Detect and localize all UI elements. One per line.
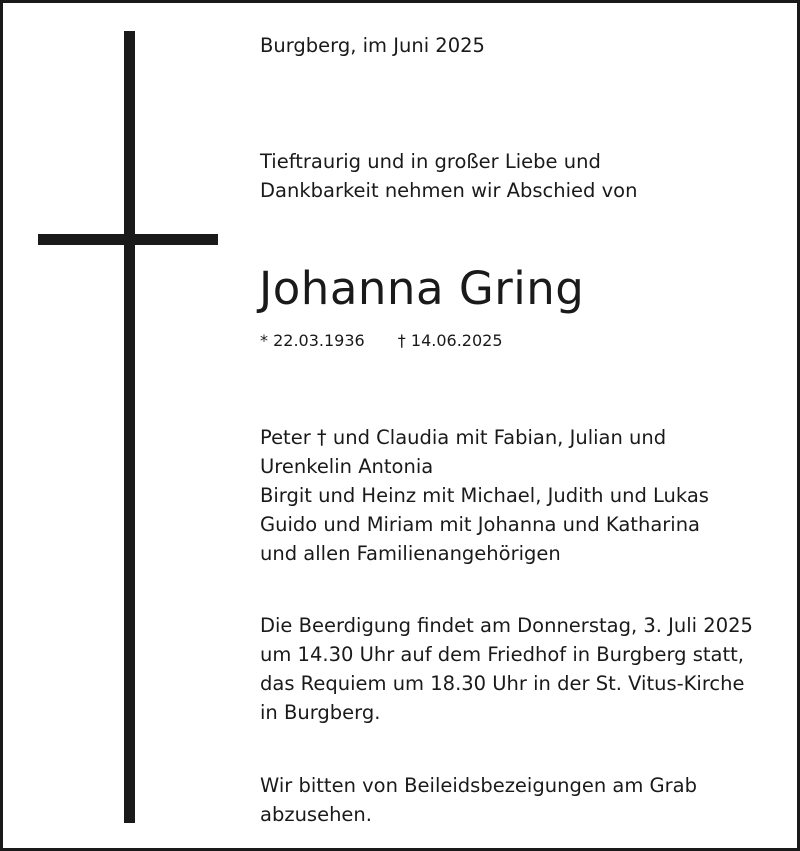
deceased-name: Johanna Gring bbox=[259, 262, 585, 315]
life-dates bbox=[260, 329, 503, 353]
family-line: Guido und Miriam mit Johanna und Katharina bbox=[260, 513, 701, 536]
funeral-line: um 14.30 Uhr auf dem Friedhof in Burgberg statt, bbox=[260, 643, 744, 666]
intro-text bbox=[260, 147, 637, 205]
request-line: Wir bitten von Beileidsbezeigungen am Grab bbox=[260, 774, 697, 797]
family-line: Birgit und Heinz mit Michael, Judith und Lukas bbox=[260, 484, 709, 507]
intro-line: Dankbarkeit nehmen wir Abschied von bbox=[260, 179, 638, 202]
family-line: Peter † und Claudia mit Fabian, Julian und bbox=[260, 426, 667, 449]
cross-horizontal-bar bbox=[38, 234, 218, 245]
cross-vertical-bar bbox=[124, 31, 135, 823]
death-date: † 14.06.2025 bbox=[397, 331, 503, 350]
intro-line: Tieftraurig und in großer Liebe und bbox=[260, 150, 601, 173]
condolence-request bbox=[260, 771, 697, 829]
birth-date: * 22.03.1936 bbox=[260, 331, 365, 350]
place-date: Burgberg, im Juni 2025 bbox=[260, 34, 485, 57]
funeral-info bbox=[260, 611, 753, 727]
funeral-line: Die Beerdigung findet am Donnerstag, 3. Juli 2025 bbox=[260, 614, 753, 637]
request-line: abzusehen. bbox=[260, 803, 372, 826]
family-line: und allen Familienangehörigen bbox=[260, 542, 561, 565]
funeral-line: in Burgberg. bbox=[260, 701, 381, 724]
family-line: Urenkelin Antonia bbox=[260, 455, 434, 478]
funeral-line: das Requiem um 18.30 Uhr in der St. Vitus-Kirche bbox=[260, 672, 745, 695]
family-list bbox=[260, 423, 709, 568]
